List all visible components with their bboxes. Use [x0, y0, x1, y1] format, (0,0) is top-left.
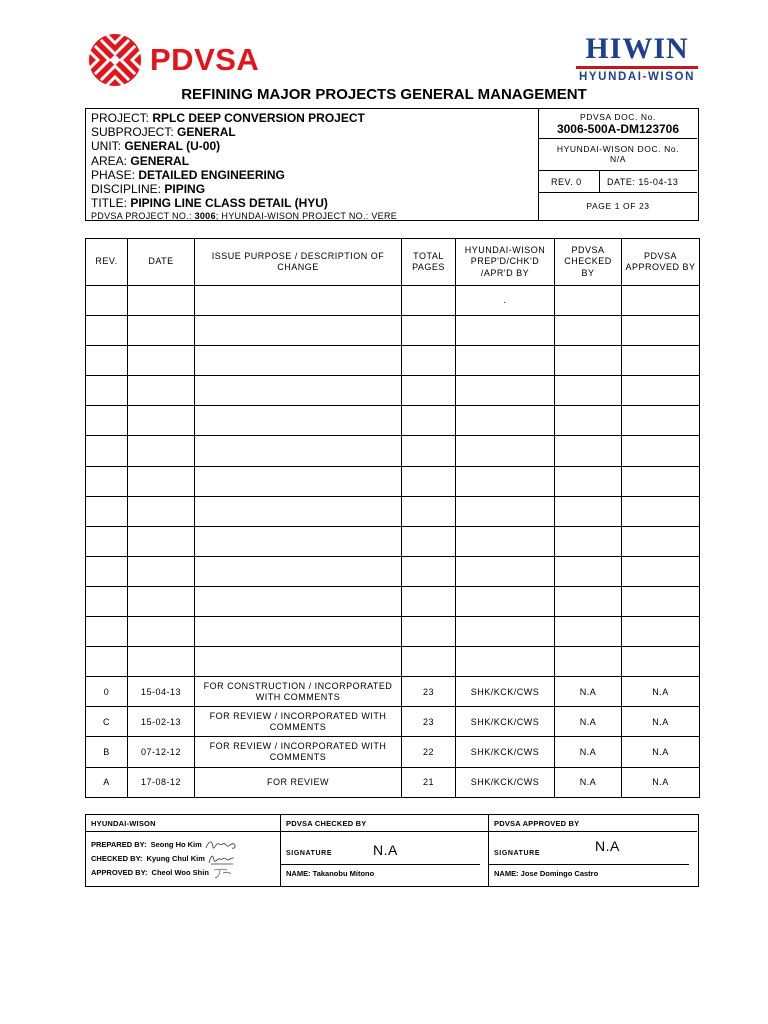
table-cell — [555, 286, 622, 316]
table-cell-hw: SHK/KCK/CWS — [456, 677, 555, 707]
discipline-row: DISCIPLINE: PIPING — [91, 182, 206, 197]
prepared-by: PREPARED BY: Seong Ho Kim — [86, 838, 280, 852]
revision-table-header — [86, 239, 700, 286]
table-cell-date: 17-08-12 — [128, 767, 195, 797]
revision-number: REV. 0 — [539, 171, 600, 192]
phase-row: PHASE: DETAILED ENGINEERING — [91, 167, 285, 182]
table-cell — [555, 556, 622, 586]
document-info — [539, 109, 697, 220]
table-cell — [195, 586, 402, 616]
pdvsa-checked-header: PDVSA CHECKED BY — [281, 815, 488, 832]
table-row — [86, 677, 700, 707]
table-cell — [622, 496, 700, 526]
table-row — [86, 286, 700, 316]
table-cell — [622, 316, 700, 346]
table-cell — [86, 316, 128, 346]
pdvsa-approved-signature-line: SIGNATURE N.A — [489, 832, 689, 865]
col-date: DATE — [128, 239, 195, 286]
table-cell — [195, 526, 402, 556]
hw-signatures — [86, 815, 281, 886]
table-cell — [195, 496, 402, 526]
table-row — [86, 586, 700, 616]
page-count: PAGE 1 OF 23 — [586, 201, 650, 211]
table-cell — [622, 466, 700, 496]
table-cell-pages: 22 — [402, 737, 456, 767]
revision-table — [85, 238, 700, 798]
table-cell — [402, 647, 456, 677]
table-cell-rev: 0 — [86, 677, 128, 707]
table-cell — [555, 376, 622, 406]
col-hw-by: HYUNDAI-WISON PREP'D/CHK'D /APR'D BY — [456, 239, 555, 286]
table-cell — [555, 466, 622, 496]
table-row — [86, 737, 700, 767]
table-cell — [86, 406, 128, 436]
table-cell-date: 07-12-12 — [128, 737, 195, 767]
table-cell — [195, 286, 402, 316]
table-cell: . — [456, 286, 555, 316]
table-row — [86, 436, 700, 466]
table-cell — [86, 466, 128, 496]
table-cell — [86, 556, 128, 586]
table-cell-hw: SHK/KCK/CWS — [456, 707, 555, 737]
table-cell-date: 15-04-13 — [128, 677, 195, 707]
hw-signature-header: HYUNDAI-WISON — [86, 815, 280, 832]
pdvsa-doc-label: PDVSA DOC. No. — [580, 112, 656, 122]
col-total-pages: TOTAL PAGES — [402, 239, 456, 286]
table-cell-date: 15-02-13 — [128, 707, 195, 737]
table-cell — [128, 617, 195, 647]
table-cell — [622, 436, 700, 466]
checked-signature-scribble — [207, 852, 237, 866]
table-cell — [195, 376, 402, 406]
pdvsa-doc-number: 3006-500A-DM123706 — [556, 122, 680, 136]
table-cell-approved: N.A — [622, 737, 700, 767]
table-cell — [128, 406, 195, 436]
hw-doc-number: N/A — [610, 154, 626, 164]
table-cell — [128, 436, 195, 466]
table-cell-approved: N.A — [622, 767, 700, 797]
revision-date: DATE: 15-04-13 — [607, 177, 679, 187]
table-cell-approved: N.A — [622, 707, 700, 737]
table-cell — [402, 556, 456, 586]
table-cell — [622, 586, 700, 616]
table-cell-rev: B — [86, 737, 128, 767]
col-pdvsa-checked: PDVSA CHECKED BY — [555, 239, 622, 286]
table-row — [86, 406, 700, 436]
col-pdvsa-approved: PDVSA APPROVED BY — [622, 239, 700, 286]
table-cell — [456, 316, 555, 346]
table-cell — [555, 647, 622, 677]
table-cell — [128, 286, 195, 316]
pdvsa-checked-name: NAME: Takanobu Mitono — [286, 869, 375, 878]
checked-by: CHECKED BY: Kyung Chul Kim — [86, 852, 280, 866]
table-cell — [195, 346, 402, 376]
table-cell — [128, 496, 195, 526]
page-title: REFINING MAJOR PROJECTS GENERAL MANAGEMENT — [181, 86, 587, 103]
table-cell — [195, 647, 402, 677]
table-cell — [555, 406, 622, 436]
hw-doc-cell — [539, 139, 697, 171]
table-row — [86, 556, 700, 586]
table-cell-approved: N.A — [622, 677, 700, 707]
hw-doc-label: HYUNDAI-WISON DOC. No. — [556, 144, 680, 154]
pdvsa-logo — [88, 30, 259, 90]
table-cell-hw: SHK/KCK/CWS — [456, 737, 555, 767]
table-cell-pages: 21 — [402, 767, 456, 797]
hyundai-wison-logo-text: HYUNDAI-WISON — [578, 71, 695, 83]
table-cell — [128, 466, 195, 496]
pdvsa-checked-signatures — [281, 815, 489, 886]
project-number-row: PDVSA PROJECT NO.: 3006; HYUNDAI-WISON PROJECT NO.: VERE — [91, 211, 398, 222]
pdvsa-sun-icon — [88, 33, 142, 87]
table-cell — [195, 617, 402, 647]
table-cell — [195, 466, 402, 496]
table-row — [86, 617, 700, 647]
table-cell — [402, 496, 456, 526]
table-row — [86, 316, 700, 346]
table-cell — [402, 436, 456, 466]
pdvsa-approved-signature: N.A — [595, 838, 620, 854]
table-cell-hw: SHK/KCK/CWS — [456, 767, 555, 797]
table-cell — [456, 526, 555, 556]
project-info — [86, 109, 539, 220]
table-cell — [456, 647, 555, 677]
area-row: AREA: GENERAL — [91, 153, 190, 168]
hiwin-logo — [574, 34, 700, 83]
table-cell — [402, 617, 456, 647]
table-row — [86, 647, 700, 677]
pdvsa-approved-signatures — [489, 815, 697, 886]
pdvsa-checked-signature: N.A — [373, 842, 398, 858]
table-row — [86, 376, 700, 406]
table-cell — [402, 406, 456, 436]
table-cell — [195, 436, 402, 466]
table-cell — [456, 496, 555, 526]
table-cell — [128, 556, 195, 586]
project-header-box — [85, 108, 699, 221]
table-cell — [555, 526, 622, 556]
table-cell — [402, 316, 456, 346]
table-cell — [456, 376, 555, 406]
title-row: TITLE: PIPING LINE CLASS DETAIL (HYU) — [91, 196, 328, 211]
table-cell-purpose: FOR REVIEW / INCORPORATED WITH COMMENTS — [195, 737, 402, 767]
table-cell-rev: A — [86, 767, 128, 797]
table-cell — [402, 346, 456, 376]
table-cell — [86, 436, 128, 466]
pdvsa-approved-header: PDVSA APPROVED BY — [489, 815, 697, 832]
table-cell-checked: N.A — [555, 707, 622, 737]
table-cell — [402, 286, 456, 316]
table-cell — [456, 586, 555, 616]
subproject-row: SUBPROJECT: GENERAL — [91, 125, 236, 140]
table-cell — [622, 556, 700, 586]
table-row — [86, 707, 700, 737]
table-cell — [622, 406, 700, 436]
pdvsa-checked-signature-line: SIGNATURE N.A — [281, 832, 480, 865]
table-cell — [402, 466, 456, 496]
signature-box — [85, 814, 699, 887]
table-cell — [86, 286, 128, 316]
table-cell-checked: N.A — [555, 737, 622, 767]
table-cell — [456, 346, 555, 376]
table-cell — [456, 436, 555, 466]
hiwin-logo-text: HIWIN — [585, 32, 689, 65]
table-cell — [402, 586, 456, 616]
table-row — [86, 346, 700, 376]
prepared-signature-scribble — [204, 838, 238, 852]
table-cell — [402, 376, 456, 406]
table-cell — [86, 647, 128, 677]
table-cell — [195, 406, 402, 436]
table-cell — [622, 617, 700, 647]
pdvsa-approved-name: NAME: Jose Domingo Castro — [494, 869, 599, 878]
pdvsa-logo-text: PDVSA — [150, 42, 260, 77]
table-cell — [555, 436, 622, 466]
table-cell — [555, 586, 622, 616]
table-cell — [622, 376, 700, 406]
table-cell-pages: 23 — [402, 707, 456, 737]
table-cell — [128, 346, 195, 376]
table-cell — [86, 376, 128, 406]
table-cell-pages: 23 — [402, 677, 456, 707]
table-cell — [456, 466, 555, 496]
table-cell — [128, 526, 195, 556]
table-cell — [555, 617, 622, 647]
table-cell — [195, 316, 402, 346]
table-cell — [456, 617, 555, 647]
table-cell — [86, 617, 128, 647]
page-count-cell — [539, 193, 697, 220]
table-cell — [402, 526, 456, 556]
table-cell — [622, 346, 700, 376]
table-cell-checked: N.A — [555, 677, 622, 707]
table-cell-rev: C — [86, 707, 128, 737]
table-cell — [622, 526, 700, 556]
table-cell — [622, 647, 700, 677]
table-cell — [622, 286, 700, 316]
table-cell-purpose: FOR CONSTRUCTION / INCORPORATED WITH COMMENTS — [195, 677, 402, 707]
table-cell — [128, 586, 195, 616]
col-purpose: ISSUE PURPOSE / DESCRIPTION OF CHANGE — [195, 239, 402, 286]
table-cell — [555, 316, 622, 346]
rev-date-cell — [539, 171, 697, 193]
table-cell — [86, 496, 128, 526]
table-cell-purpose: FOR REVIEW / INCORPORATED WITH COMMENTS — [195, 707, 402, 737]
approved-signature-scribble — [211, 866, 235, 880]
table-row — [86, 526, 700, 556]
pdvsa-doc-cell — [539, 109, 697, 139]
col-rev: REV. — [86, 239, 128, 286]
hiwin-logo-rule — [576, 66, 698, 69]
table-cell-purpose: FOR REVIEW — [195, 767, 402, 797]
table-cell — [555, 496, 622, 526]
table-cell — [128, 647, 195, 677]
unit-row: UNIT: GENERAL (U-00) — [91, 139, 221, 154]
table-cell — [456, 406, 555, 436]
table-cell — [128, 316, 195, 346]
table-row — [86, 496, 700, 526]
table-cell-checked: N.A — [555, 767, 622, 797]
table-cell — [456, 556, 555, 586]
approved-by: APPROVED BY: Cheol Woo Shin — [86, 866, 280, 880]
table-row — [86, 466, 700, 496]
table-row — [86, 767, 700, 797]
project-row: PROJECT: RPLC DEEP CONVERSION PROJECT — [91, 111, 365, 125]
table-cell — [86, 346, 128, 376]
table-cell — [128, 376, 195, 406]
table-cell — [555, 346, 622, 376]
table-cell — [86, 586, 128, 616]
table-cell — [195, 556, 402, 586]
table-cell — [86, 526, 128, 556]
